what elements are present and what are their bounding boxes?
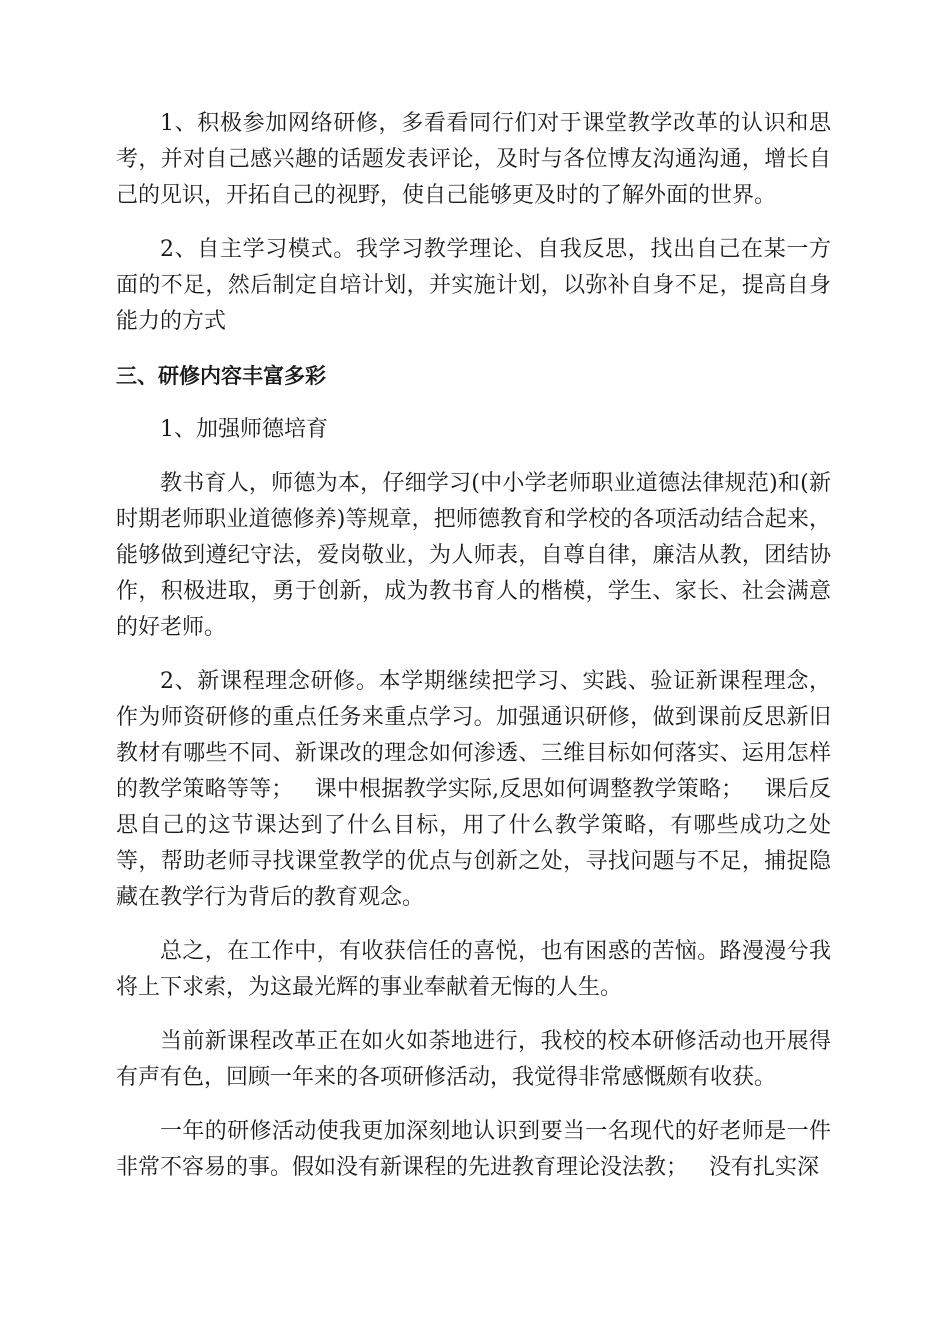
paragraph-reform: 当前新课程改革正在如火如荼地进行，我校的校本研修活动也开展得有声有色，回顾一年来的各项研修活动，我觉得非常感慨颇有收获。 xyxy=(116,1029,831,1090)
paragraph-summary: 总之，在工作中，有收获信任的喜悦，也有困惑的苦恼。路漫漫兮我将上下求索，为这最光辉的事业奉献着无悔的人生。 xyxy=(116,939,831,1000)
paragraph-ethics-body: 教书育人，师德为本，仔细学习(中小学老师职业道德法律规范)和(新时期老师职业道德修养)等规章，把师德教育和学校的各项活动结合起来，能够做到遵纪守法，爱岗敬业，为人师表，自尊自律，廉洁从教，团结协作，积极进取，勇于创新，成为教书育人的楷模，学生、家长、社会满意的好老师。 xyxy=(116,471,831,640)
paragraph-network-study: 1、积极参加网络研修，多看看同行们对于课堂教学改革的认识和思考，并对自己感兴趣的话题发表评论，及时与各位博友沟通沟通，增长自己的见识，开拓自己的视野，使自己能够更及时的了解外面的世界。 xyxy=(116,111,831,208)
paragraph-ethics-title: 1、加强师德培育 xyxy=(160,417,328,442)
document-body xyxy=(116,106,831,1204)
section-heading: 三、研修内容丰富多彩 xyxy=(116,364,326,388)
paragraph-curriculum: 2、新课程理念研修。本学期继续把学习、实践、验证新课程理念，作为师资研修的重点任务来重点学习。加强通识研修，做到课前反思新旧教材有哪些不同、新课改的理念如何渗透、三维目标如何落实、运用怎样的教学策略等等； 课中根据教学实际,反思如何调整教学策略； 课后反思自己的这节课达到了什么目标，用了什么教学策略，有哪些成功之处等，帮助老师寻找课堂教学的优点与创新之处，寻找问题与不足，捕捉隐藏在教学行为背后的教育观念。 xyxy=(116,669,831,910)
paragraph-self-study: 2、自主学习模式。我学习教学理论、自我反思，找出自己在某一方面的不足，然后制定自培计划，并实施计划，以弥补自身不足，提高自身能力的方式 xyxy=(116,237,831,334)
paragraph-reflection: 一年的研修活动使我更加深刻地认识到要当一名现代的好老师是一件非常不容易的事。假如没有新课程的先进教育理论没法教； 没有扎实深 xyxy=(116,1119,831,1180)
